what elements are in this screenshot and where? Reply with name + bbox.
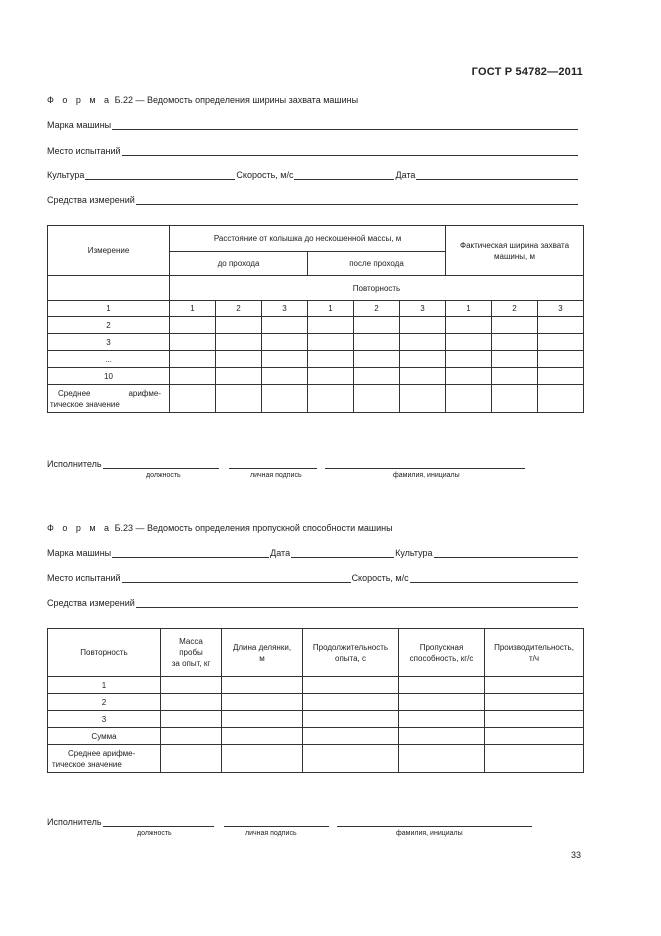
form22-cell[interactable] — [170, 317, 216, 334]
form22-avg-label — [48, 385, 170, 413]
form22-speed-field[interactable] — [294, 170, 394, 180]
form23-table-row — [48, 711, 584, 728]
form22-date-field[interactable] — [416, 170, 578, 180]
form23-table-row — [48, 677, 584, 694]
form22-cell[interactable] — [308, 351, 354, 368]
form22-title — [47, 95, 358, 105]
form22-cell[interactable] — [492, 334, 538, 351]
form22-repeat-number: 1 — [170, 301, 216, 317]
form23-col-length — [222, 629, 303, 677]
form22-col-before: до прохода — [170, 252, 308, 276]
form22-cell[interactable] — [400, 351, 446, 368]
form23-speed-field[interactable] — [410, 573, 578, 583]
form22-avg-word2: арифме- — [128, 388, 161, 398]
form23-brand-line — [47, 548, 579, 559]
form22-cell[interactable] — [400, 385, 446, 413]
form22-date-label: Дата — [395, 170, 416, 180]
form23-col-repeat: Повторность — [48, 629, 161, 677]
form23-cell[interactable] — [222, 711, 303, 728]
form22-brand-field[interactable] — [112, 120, 578, 130]
form22-col-measurement: Измерение — [48, 226, 170, 276]
form22-executor-label: Исполнитель — [47, 459, 102, 469]
form23-cell[interactable] — [161, 677, 222, 694]
form22-col-actual-width: Фактическая ширина захвата машины, м — [446, 226, 584, 276]
form23-cell[interactable] — [485, 677, 584, 694]
form22-brand-line — [47, 120, 579, 131]
form22-row-label: 10 — [48, 368, 170, 385]
form22-cell[interactable] — [538, 385, 584, 413]
form22-cell[interactable] — [170, 351, 216, 368]
form23-culture-field[interactable] — [434, 548, 579, 558]
form23-name-field[interactable] — [337, 817, 532, 827]
form22-cell[interactable] — [492, 368, 538, 385]
form23-cell[interactable] — [222, 728, 303, 745]
form23-col-mass-l1: Масса — [179, 637, 203, 646]
form22-culture-line — [47, 170, 579, 181]
form23-col-duration-l2: опыта, с — [335, 653, 366, 663]
form22-repeat-number: 1 — [446, 301, 492, 317]
form22-cell[interactable] — [308, 368, 354, 385]
form23-col-mass — [161, 629, 222, 677]
form23-position-field[interactable] — [103, 817, 214, 827]
form23-cell[interactable] — [303, 694, 399, 711]
form22-table-row — [48, 317, 584, 334]
form22-cell[interactable] — [216, 368, 262, 385]
form22-cell[interactable] — [262, 385, 308, 413]
form23-row-label: 3 — [48, 711, 161, 728]
form23-cell[interactable] — [303, 745, 399, 773]
form22-table — [47, 225, 584, 413]
form23-executor-label: Исполнитель — [47, 817, 102, 827]
form22-table-row — [48, 334, 584, 351]
form22-cell[interactable] — [446, 351, 492, 368]
form22-row-label: 1 — [48, 301, 170, 317]
form22-cell[interactable] — [354, 317, 400, 334]
form23-col-duration-l1: Продолжительность — [312, 642, 389, 652]
form23-avg-label — [48, 745, 161, 773]
form23-caption-name: фамилия, инициалы — [396, 830, 463, 837]
form23-date-label: Дата — [270, 548, 291, 558]
form22-repeat-number: 2 — [492, 301, 538, 317]
form22-avg-line2: тическое значение — [50, 399, 120, 409]
form23-brand-field[interactable] — [112, 548, 269, 558]
form23-cell[interactable] — [303, 711, 399, 728]
form23-avg-line1: Среднее арифме- — [68, 748, 136, 758]
form22-instruments-label: Средства измерений — [47, 195, 135, 205]
form22-title-prefix: Ф о р м а — [47, 95, 113, 105]
form22-cell[interactable] — [400, 317, 446, 334]
form23-culture-label: Культура — [395, 548, 433, 558]
form22-cell[interactable] — [354, 368, 400, 385]
form23-cell[interactable] — [399, 694, 485, 711]
form23-row-label: 1 — [48, 677, 161, 694]
form23-cell[interactable] — [161, 728, 222, 745]
form23-cell[interactable] — [161, 711, 222, 728]
form22-repeat-number: 2 — [354, 301, 400, 317]
form22-name-field[interactable] — [325, 459, 525, 469]
form23-col-productivity-l2: т/ч — [528, 653, 540, 663]
form22-cell[interactable] — [308, 317, 354, 334]
form22-cell[interactable] — [400, 334, 446, 351]
form23-sum-label: Сумма — [48, 728, 161, 745]
form23-title-prefix: Ф о р м а — [47, 523, 113, 533]
form23-executor-line — [47, 817, 533, 828]
form23-cell[interactable] — [222, 694, 303, 711]
form23-cell[interactable] — [399, 728, 485, 745]
form22-cell[interactable] — [262, 351, 308, 368]
form22-avg-word1: Среднее — [58, 388, 91, 398]
document-standard-number: ГОСТ Р 54782—2011 — [471, 66, 583, 78]
form23-title-text: Б.23 — Ведомость определения пропускной способности машины — [114, 523, 393, 533]
form23-cell[interactable] — [485, 694, 584, 711]
form23-col-duration — [303, 629, 399, 677]
form22-place-line — [47, 146, 579, 157]
form23-cell[interactable] — [399, 745, 485, 773]
form23-col-productivity — [485, 629, 584, 677]
form23-col-capacity-l1: Пропускная — [419, 642, 464, 652]
form22-cell[interactable] — [216, 317, 262, 334]
form22-repeat-number: 3 — [400, 301, 446, 317]
form22-cell[interactable] — [262, 334, 308, 351]
form22-place-field[interactable] — [122, 146, 578, 156]
form23-place-label: Место испытаний — [47, 573, 121, 583]
form23-table-row — [48, 745, 584, 773]
form23-caption-signature: личная подпись — [245, 830, 297, 837]
form22-cell[interactable] — [262, 317, 308, 334]
form22-cell[interactable] — [446, 385, 492, 413]
form23-instruments-label: Средства измерений — [47, 598, 135, 608]
form22-measurement-cell — [48, 276, 170, 301]
form22-cell[interactable] — [216, 351, 262, 368]
form22-col-distance: Расстояние от колышка до нескошенной массы, м — [170, 226, 446, 252]
form22-cell[interactable] — [170, 368, 216, 385]
form23-avg-line2: тическое значение — [52, 759, 122, 769]
form23-cell[interactable] — [161, 694, 222, 711]
form22-executor-line — [47, 459, 526, 470]
form22-cell[interactable] — [216, 385, 262, 413]
form23-table — [47, 628, 584, 773]
form23-cell[interactable] — [485, 745, 584, 773]
form22-cell[interactable] — [354, 334, 400, 351]
form23-col-length-l2: м — [259, 653, 265, 663]
form22-cell[interactable] — [262, 368, 308, 385]
form23-col-capacity-l2: способность, кг/с — [409, 653, 474, 663]
form23-cell[interactable] — [485, 728, 584, 745]
form23-cell[interactable] — [222, 745, 303, 773]
form23-cell[interactable] — [303, 677, 399, 694]
form23-cell[interactable] — [161, 745, 222, 773]
form23-col-mass-l3: за опыт, кг — [171, 659, 211, 668]
form22-cell[interactable] — [354, 351, 400, 368]
form23-table-row — [48, 728, 584, 745]
form22-cell[interactable] — [538, 334, 584, 351]
form23-cell[interactable] — [399, 711, 485, 728]
form23-title — [47, 523, 393, 533]
form22-cell[interactable] — [216, 334, 262, 351]
form23-col-productivity-l1: Производительность, — [494, 642, 574, 652]
form23-caption-position: должность — [137, 830, 172, 837]
form22-caption-name: фамилия, инициалы — [393, 472, 460, 479]
form23-cell[interactable] — [399, 677, 485, 694]
form22-culture-field[interactable] — [85, 170, 235, 180]
form22-row-label: 3 — [48, 334, 170, 351]
form22-cell[interactable] — [446, 317, 492, 334]
form22-row-label: 2 — [48, 317, 170, 334]
form22-cell[interactable] — [446, 334, 492, 351]
form23-signature-field[interactable] — [224, 817, 329, 827]
form22-cell[interactable] — [446, 368, 492, 385]
form23-table-row — [48, 694, 584, 711]
form22-cell[interactable] — [538, 317, 584, 334]
form23-row-label: 2 — [48, 694, 161, 711]
form23-instruments-field[interactable] — [136, 598, 578, 608]
form23-date-field[interactable] — [291, 548, 394, 558]
form22-table-row — [48, 385, 584, 413]
form22-repeat-number: 3 — [262, 301, 308, 317]
form22-row-label: ... — [48, 351, 170, 368]
form22-table-row — [48, 368, 584, 385]
form22-caption-signature: личная подпись — [250, 472, 302, 479]
form23-brand-label: Марка машины — [47, 548, 112, 558]
form23-cell[interactable] — [303, 728, 399, 745]
form23-col-mass-l2: пробы — [179, 648, 203, 657]
form23-col-capacity — [399, 629, 485, 677]
form22-repeat-number: 3 — [538, 301, 584, 317]
form22-cell[interactable] — [170, 334, 216, 351]
form22-cell[interactable] — [354, 385, 400, 413]
form22-cell[interactable] — [308, 385, 354, 413]
form22-repeat-number: 1 — [308, 301, 354, 317]
form22-instruments-line — [47, 195, 579, 206]
form22-caption-position: должность — [146, 472, 181, 479]
form22-cell[interactable] — [400, 368, 446, 385]
form22-brand-label: Марка машины — [47, 120, 112, 130]
form22-culture-label: Культура — [47, 170, 85, 180]
form22-place-label: Место испытаний — [47, 146, 121, 156]
form23-cell[interactable] — [485, 711, 584, 728]
form22-cell[interactable] — [538, 351, 584, 368]
form22-cell[interactable] — [492, 385, 538, 413]
form22-repeat-number: 2 — [216, 301, 262, 317]
form23-place-field[interactable] — [122, 573, 351, 583]
form22-col-repeat: Повторность — [170, 276, 584, 301]
form22-avg-line1 — [58, 388, 167, 399]
form22-table-row — [48, 351, 584, 368]
form22-cell[interactable] — [492, 317, 538, 334]
form23-col-length-l1: Длина делянки, — [232, 642, 292, 652]
page-number: 33 — [570, 850, 581, 860]
form22-cell[interactable] — [492, 351, 538, 368]
form23-cell[interactable] — [222, 677, 303, 694]
form22-signature-field[interactable] — [229, 459, 317, 469]
form22-cell[interactable] — [308, 334, 354, 351]
form22-speed-label: Скорость, м/с — [236, 170, 294, 180]
form22-col-after: после прохода — [308, 252, 446, 276]
form22-cell[interactable] — [538, 368, 584, 385]
form23-instruments-line — [47, 598, 579, 609]
form22-instruments-field[interactable] — [136, 195, 578, 205]
form22-position-field[interactable] — [103, 459, 219, 469]
form23-place-line — [47, 573, 579, 584]
form22-title-text: Б.22 — Ведомость определения ширины захвата машины — [114, 95, 359, 105]
form22-cell[interactable] — [170, 385, 216, 413]
form23-speed-label: Скорость, м/с — [351, 573, 409, 583]
